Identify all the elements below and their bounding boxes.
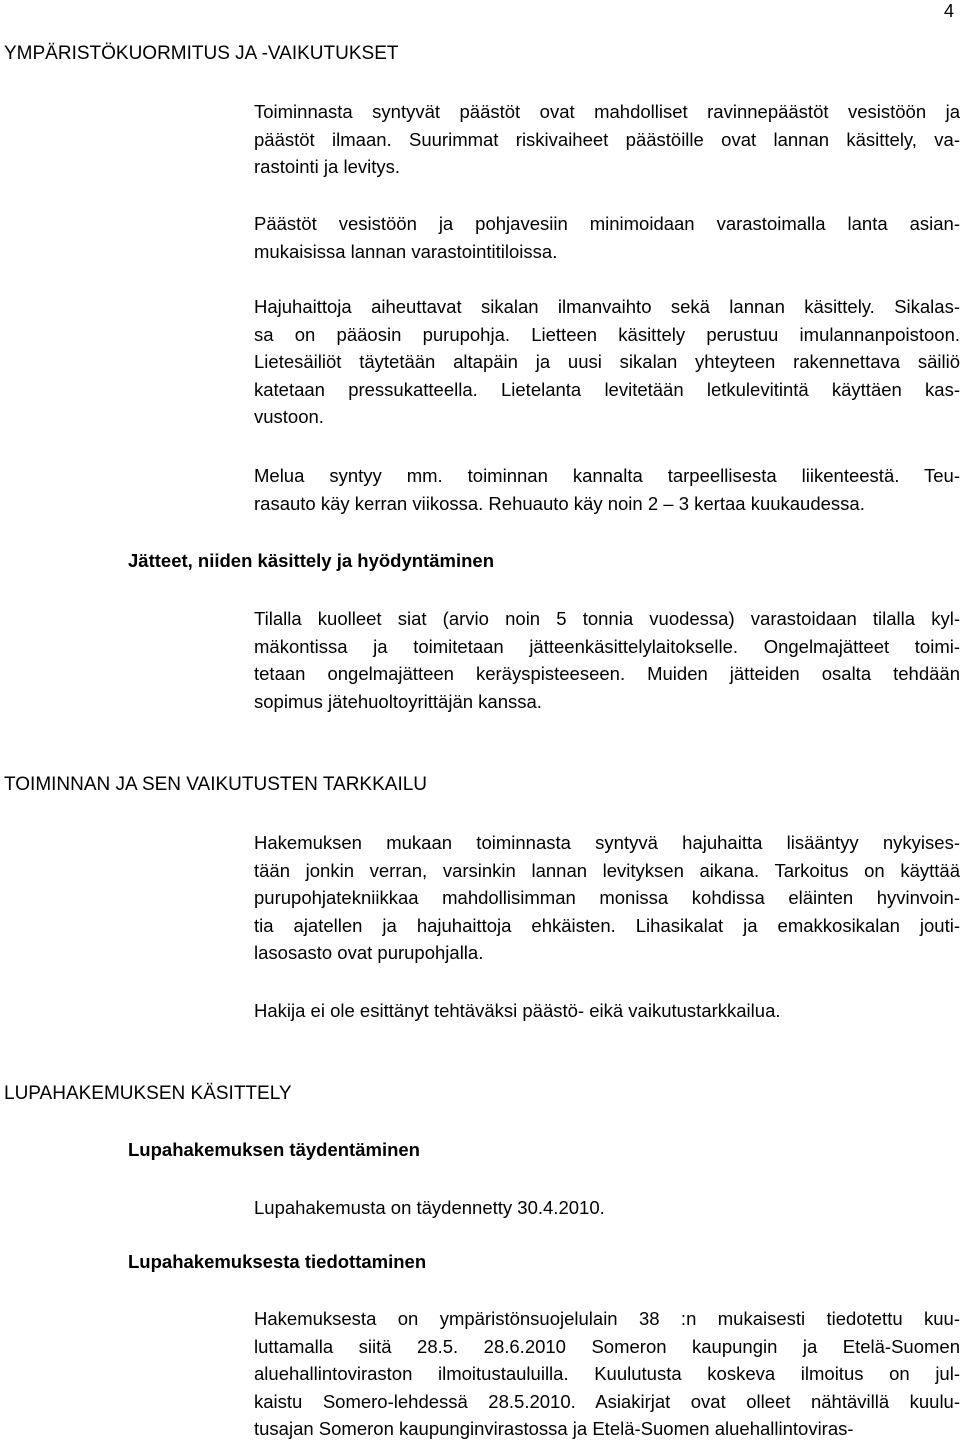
paragraph-monitoring-2 bbox=[254, 997, 960, 1025]
text-line: Melua syntyy mm. toiminnan kannalta tarpeellisesta liikenteestä. Teu- bbox=[254, 465, 960, 486]
paragraph-supplementing bbox=[254, 1194, 960, 1222]
text-line: sopimus jätehuoltoyrittäjän kanssa. bbox=[254, 690, 542, 712]
text-line: päästöt ilmaan. Suurimmat riskivaiheet päästöille ovat lannan käsittely, va- bbox=[254, 128, 960, 150]
text-line: Toiminnasta syntyvät päästöt ovat mahdolliset ravinnepäästöt vesistöön ja bbox=[254, 101, 960, 122]
text-line: mäkontissa ja toimitetaan jätteenkäsittelylaitokselle. Ongelmajätteet toimi- bbox=[254, 635, 960, 657]
text-line: kaistu Somero-lehdessä 28.5.2010. Asiakirjat ovat olleet nähtävillä kuulu- bbox=[254, 1390, 960, 1412]
text-line: purupohjatekniikkaa mahdollisimman monissa kohdissa eläinten hyvinvoin- bbox=[254, 887, 960, 908]
text-line: Hakija ei ole esittänyt tehtäväksi päästö- eikä vaikutustarkkailua. bbox=[254, 1000, 781, 1021]
subheading-announcing: Lupahakemuksesta tiedottaminen bbox=[128, 1251, 427, 1272]
text-line: katetaan pressukatteella. Lietelanta levitetään letkulevitintä käyttäen kas- bbox=[254, 378, 960, 400]
text-line: tään jonkin verran, varsinkin lannan levityksen aikana. Tarkoitus on käyttää bbox=[254, 859, 960, 881]
paragraph-monitoring-1 bbox=[254, 829, 960, 967]
text-line: mukaisissa lannan varastointitiloissa. bbox=[254, 240, 558, 262]
paragraph-impacts-1 bbox=[254, 98, 960, 181]
text-line: luttamalla siitä 28.5. 28.6.2010 Someron kaupungin ja Etelä-Suomen bbox=[254, 1335, 960, 1357]
text-line: Hakemuksen mukaan toiminnasta syntyvä hajuhaitta lisääntyy nykyises- bbox=[254, 832, 960, 853]
heading-waste: Jätteet, niiden käsittely ja hyödyntäminen bbox=[128, 550, 494, 571]
page-number: 4 bbox=[943, 1, 954, 21]
paragraph-impacts-4 bbox=[254, 462, 960, 517]
text-line: sa on pääosin purupohja. Lietteen käsittely perustuu imulannanpoistoon. bbox=[254, 323, 960, 345]
text-line: rasauto käy kerran viikossa. Rehuauto käy noin 2 – 3 kertaa kuukaudessa. bbox=[254, 492, 865, 514]
text-line: Hajuhaittoja aiheuttavat sikalan ilmanvaihto sekä lannan käsittely. Sikalas- bbox=[254, 296, 960, 317]
heading-environmental-impacts: YMPÄRISTÖKUORMITUS JA -VAIKUTUKSET bbox=[4, 43, 399, 64]
text-line: rastointi ja levitys. bbox=[254, 156, 400, 177]
text-line: Tilalla kuolleet siat (arvio noin 5 tonnia vuodessa) varastoidaan tilalla kyl- bbox=[254, 608, 960, 629]
paragraph-announcing bbox=[254, 1305, 960, 1443]
subheading-supplementing: Lupahakemuksen täydentäminen bbox=[128, 1139, 420, 1160]
heading-application-processing: LUPAHAKEMUKSEN KÄSITTELY bbox=[4, 1083, 292, 1104]
paragraph-impacts-2 bbox=[254, 210, 960, 265]
text-line: vustoon. bbox=[254, 406, 324, 427]
heading-monitoring: TOIMINNAN JA SEN VAIKUTUSTEN TARKKAILU bbox=[4, 774, 428, 795]
paragraph-waste-1 bbox=[254, 605, 960, 715]
text-line: Lietesäiliöt täytetään altapäin ja uusi sikalan yhteyteen rakennettava säiliö bbox=[254, 351, 960, 372]
text-line: tetaan ongelmajätteen keräyspisteeseen. Muiden jätteiden osalta tehdään bbox=[254, 663, 960, 684]
paragraph-impacts-3 bbox=[254, 293, 960, 431]
text-line: tusajan Someron kaupunginvirastossa ja Etelä-Suomen aluehallintoviras- bbox=[254, 1418, 854, 1439]
text-line: Päästöt vesistöön ja pohjavesiin minimoidaan varastoimalla lanta asian- bbox=[254, 213, 960, 234]
text-line: Hakemuksesta on ympäristönsuojelulain 38 :n mukaisesti tiedotettu kuu- bbox=[254, 1308, 960, 1329]
text-line: aluehallintoviraston ilmoitustauluilla. Kuulutusta koskeva ilmoitus on jul- bbox=[254, 1363, 960, 1384]
text-line: lasosasto ovat purupohjalla. bbox=[254, 942, 484, 963]
text-line: tia ajatellen ja hajuhaittoja ehkäisten. Lihasikalat ja emakkosikalan jouti- bbox=[254, 914, 960, 936]
text-line: Lupahakemusta on täydennetty 30.4.2010. bbox=[254, 1197, 605, 1218]
